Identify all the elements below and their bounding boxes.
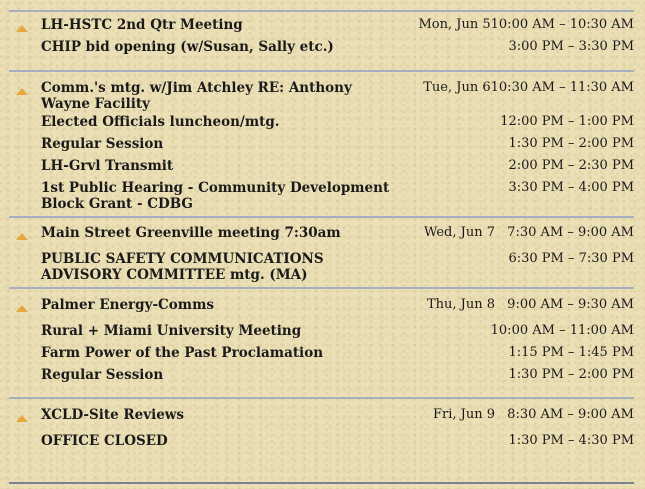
event-row[interactable]: [9, 251, 634, 283]
event-row[interactable]: [9, 39, 634, 59]
event-title[interactable]: Farm Power of the Past Proclamation: [41, 345, 324, 361]
event-title[interactable]: Regular Session: [41, 136, 164, 152]
agenda-day-thu-jun-8: [9, 289, 634, 387]
event-row[interactable]: [9, 297, 634, 317]
bottom-border: [9, 482, 634, 484]
event-time: 6:30 PM – 7:30 PM: [508, 251, 634, 266]
event-time: 2:00 PM – 2:30 PM: [508, 158, 634, 173]
event-row[interactable]: [9, 136, 634, 156]
event-row[interactable]: [9, 433, 634, 453]
agenda-day-fri-jun-9: [9, 399, 634, 453]
event-time: 10:00 AM – 10:30 AM: [490, 17, 634, 32]
event-title[interactable]: 1st Public Hearing - Community Development Block Grant - CDBG: [41, 180, 390, 212]
event-row[interactable]: [9, 407, 634, 427]
event-row[interactable]: [9, 114, 634, 134]
event-title[interactable]: OFFICE CLOSED: [41, 433, 168, 449]
event-time: 3:00 PM – 3:30 PM: [508, 39, 634, 54]
event-date: Mon, Jun 5: [418, 17, 491, 32]
event-time: 9:00 AM – 9:30 AM: [507, 297, 634, 312]
event-row[interactable]: [9, 367, 634, 387]
event-row[interactable]: [9, 180, 634, 212]
agenda-day-wed-jun-7: [9, 218, 634, 283]
event-title[interactable]: Comm.'s mtg. w/Jim Atchley RE: Anthony Wayne Facility: [41, 80, 352, 112]
event-time: 12:00 PM – 1:00 PM: [500, 114, 634, 129]
event-time: 1:30 PM – 2:00 PM: [508, 136, 634, 151]
event-row[interactable]: [9, 158, 634, 178]
event-date: Thu, Jun 8: [426, 297, 495, 312]
event-time: 1:30 PM – 4:30 PM: [508, 433, 634, 448]
agenda-list: [9, 10, 634, 484]
event-title[interactable]: Elected Officials luncheon/mtg.: [41, 114, 280, 130]
event-date: Wed, Jun 7: [424, 225, 495, 240]
collapse-arrow-icon[interactable]: [16, 415, 28, 422]
event-date: Tue, Jun 6: [423, 80, 491, 95]
event-title[interactable]: Main Street Greenville meeting 7:30am: [41, 225, 341, 241]
event-title[interactable]: Palmer Energy-Comms: [41, 297, 214, 313]
event-time: 10:00 AM – 11:00 AM: [490, 323, 634, 338]
event-row[interactable]: [9, 323, 634, 343]
event-time: 1:15 PM – 1:45 PM: [508, 345, 634, 360]
event-title[interactable]: XCLD-Site Reviews: [41, 407, 185, 423]
event-title[interactable]: LH-Grvl Transmit: [41, 158, 174, 174]
event-title[interactable]: Regular Session: [41, 367, 164, 383]
event-title[interactable]: Rural + Miami University Meeting: [41, 323, 302, 339]
event-row[interactable]: [9, 17, 634, 37]
collapse-arrow-icon[interactable]: [16, 25, 28, 32]
event-time: 3:30 PM – 4:00 PM: [508, 180, 634, 195]
event-title[interactable]: LH-HSTC 2nd Qtr Meeting: [41, 17, 243, 33]
event-row[interactable]: [9, 80, 634, 114]
collapse-arrow-icon[interactable]: [16, 305, 28, 312]
collapse-arrow-icon[interactable]: [16, 88, 28, 95]
event-row[interactable]: [9, 345, 634, 365]
event-time: 8:30 AM – 9:00 AM: [507, 407, 634, 422]
agenda-day-mon-jun-5: [9, 12, 634, 59]
event-time: 10:30 AM – 11:30 AM: [490, 80, 634, 95]
event-time: 7:30 AM – 9:00 AM: [507, 225, 634, 240]
event-time: 1:30 PM – 2:00 PM: [508, 367, 634, 382]
event-row[interactable]: [9, 225, 634, 245]
collapse-arrow-icon[interactable]: [16, 233, 28, 240]
agenda-day-tue-jun-6: [9, 72, 634, 212]
event-title[interactable]: CHIP bid opening (w/Susan, Sally etc.): [41, 39, 334, 55]
event-title[interactable]: PUBLIC SAFETY COMMUNICATIONS ADVISORY COMMITTEE mtg. (MA): [41, 251, 324, 283]
event-date: Fri, Jun 9: [432, 407, 495, 422]
